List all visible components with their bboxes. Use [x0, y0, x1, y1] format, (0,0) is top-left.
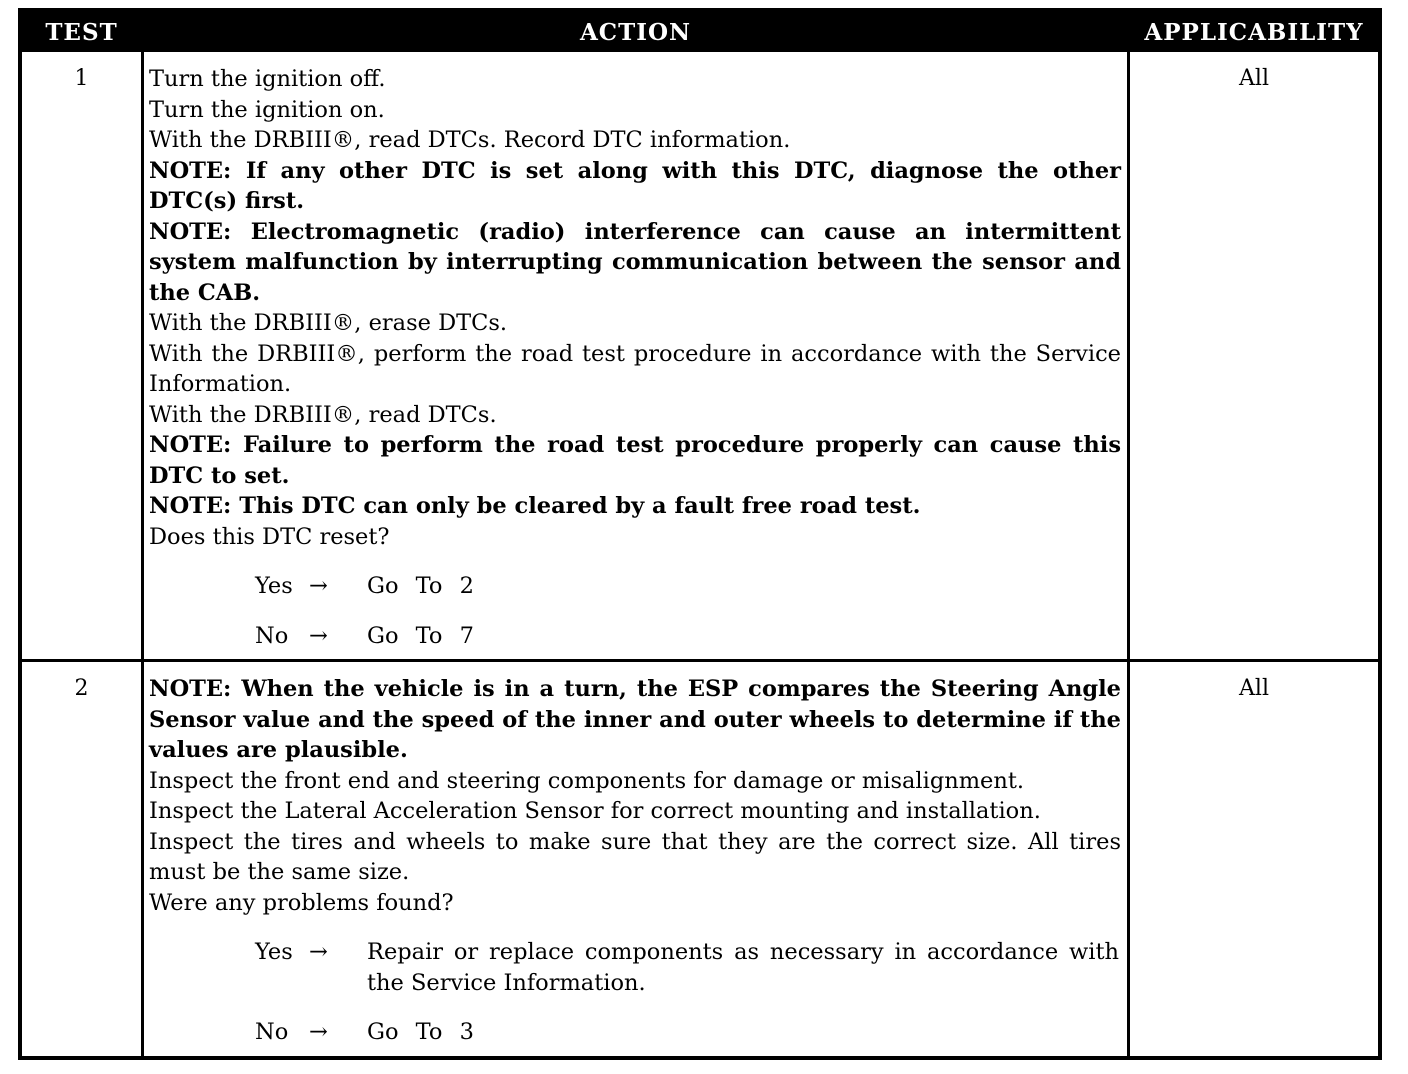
instruction-text: With the DRBIII®, read DTCs. Record DTC information.	[149, 127, 791, 153]
note-text: NOTE: If any other DTC is set along with this DTC, diagnose the other DTC(s) first.	[149, 157, 1121, 214]
instruction-text: Inspect the Lateral Acceleration Sensor for correct mounting and installation.	[149, 798, 1041, 824]
instruction-text: Inspect the tires and wheels to make sure that they are the correct size. All tires must be the same size.	[149, 828, 1121, 885]
instruction-text: Does this DTC reset?	[149, 523, 390, 550]
answer-key: Yes	[255, 939, 293, 965]
arrow-right-icon: →	[309, 622, 328, 649]
row-divider	[22, 659, 1378, 662]
table-header	[22, 12, 1378, 52]
answer-key: No	[255, 1019, 289, 1045]
arrow-right-icon: →	[309, 939, 328, 965]
note-text: NOTE: Electromagnetic (radio) interference can cause an intermittent system malfunction by interrupting communication between the sensor and the CAB.	[149, 218, 1121, 306]
answer-result: Repair or replace components as necessary in accordance with the Service Information.	[367, 939, 1119, 996]
diagnostic-table	[18, 8, 1382, 1060]
answer-result: Go To 2	[367, 573, 474, 599]
header-applicability: APPLICABILITY	[1144, 19, 1364, 46]
instruction-text: With the DRBIII®, read DTCs.	[149, 401, 497, 428]
row-2-action	[149, 674, 1121, 1048]
instruction-text: Were any problems found?	[149, 889, 454, 916]
row-2-applicability: All	[1239, 676, 1269, 701]
instruction-text: Turn the ignition off.	[149, 66, 386, 92]
arrow-right-icon: →	[309, 1019, 328, 1045]
row-1-action	[149, 64, 1121, 651]
note-text: NOTE: When the vehicle is in a turn, the ESP compares the Steering Angle Sensor value and the speed of the inner and outer wheels to determine if the values are plausible.	[149, 676, 1121, 763]
row-2-test-number: 2	[74, 676, 89, 701]
answer-result: Go To 3	[367, 1019, 474, 1045]
note-text: NOTE: This DTC can only be cleared by a fault free road test.	[149, 493, 921, 519]
answer-key: Yes	[255, 573, 293, 599]
answer-no	[255, 621, 1121, 652]
header-action: ACTION	[579, 19, 692, 46]
header-test: TEST	[45, 19, 118, 46]
instruction-text: Inspect the front end and steering components for damage or misalignment.	[149, 767, 1025, 794]
row-1-applicability: All	[1239, 66, 1269, 91]
arrow-right-icon: →	[309, 573, 328, 599]
answer-yes	[255, 937, 1121, 998]
answer-no	[255, 1017, 1121, 1048]
note-text: NOTE: Failure to perform the road test procedure properly can cause this DTC to set.	[149, 432, 1121, 489]
instruction-text: With the DRBIII®, erase DTCs.	[149, 310, 508, 336]
answer-yes	[255, 571, 1121, 602]
column-divider	[141, 52, 144, 1056]
answer-result: Go To 7	[367, 622, 474, 649]
answer-key: No	[255, 622, 289, 649]
row-1-test-number: 1	[74, 66, 89, 91]
instruction-text: With the DRBIII®, perform the road test procedure in accordance with the Service Information.	[149, 340, 1121, 397]
column-divider	[1127, 52, 1130, 1056]
instruction-text: Turn the ignition on.	[149, 96, 385, 123]
